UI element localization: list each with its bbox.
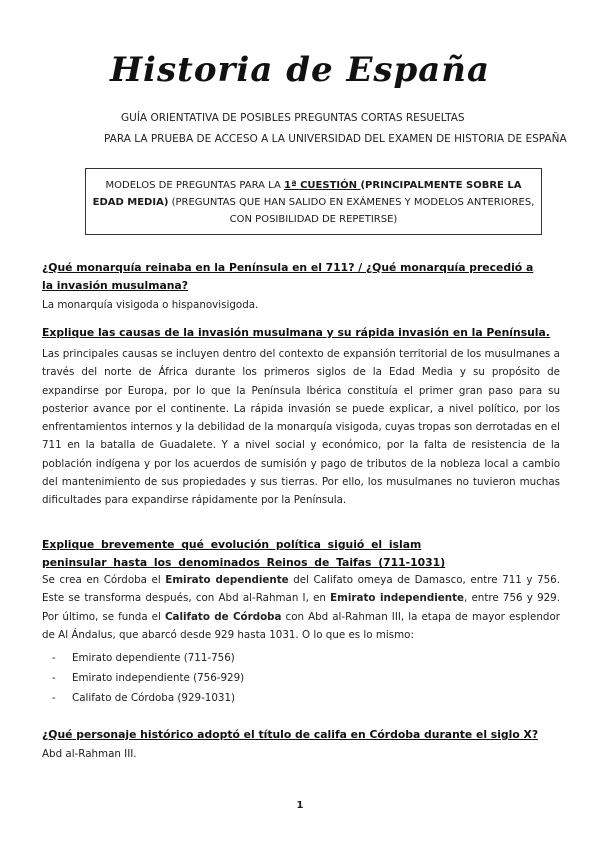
box-text-2: 1ª CUESTIÓN (284, 180, 361, 191)
document-title: Historia de España (109, 50, 491, 90)
subtitle-line-1: GUÍA ORIENTATIVA DE POSIBLES PREGUNTAS CORTAS RESUELTAS (121, 112, 465, 124)
question-1: ¿Qué monarquía reinaba en la Península en el 711? / ¿Qué monarquía precedió a la invasión musulmana? (42, 261, 534, 292)
answer-3-emirato-independiente: Emirato independiente (330, 592, 464, 605)
list-item: - Califato de Córdoba (929-1031) (52, 688, 244, 708)
list-item: - Emirato independiente (756-929) (52, 668, 244, 688)
question-3: Explique brevemente qué evolución política siguió el islam peninsular hasta los denominados Reinos de Taifas (711-1031) (42, 538, 446, 569)
answer-3-text-3: , entre 756 y 929. Por último, se funda el (42, 592, 561, 623)
question-4: ¿Qué personaje histórico adoptó el título de califa en Córdoba durante el siglo X? (42, 728, 539, 741)
section-box (85, 168, 542, 235)
answer-4: Abd al-Rahman III. (42, 748, 137, 760)
answer-3-text-2: del Califato omeya de Damasco, entre 711 y 756. Este se transforma después, con Abd al-Rahman I, en (42, 574, 560, 605)
answer-2: Las principales causas se incluyen dentro del contexto de expansión territorial de los musulmanes a través del norte de África durante los primeros siglos de la Edad Media y su propósito de expandirse por Europa, por lo que la Península Ibérica constituía el primer gran paso para su posterior avance por el continente. La rápida invasión se puede explicar, a nivel político, por los enfrentamientos internos y la debilidad de la monarquía visigoda, cuyas tropas son derrotadas en el 711 en la batalla de Guadalete. Y a nivel social y económico, por la falta de resistencia de la población indígena y por los acuerdos de sumisión y pago de tributos de la nobleza local a cambio del mantenimiento de sus propiedades y sus tierras. Por ello, los musulmanes no tuvieron muchas dificultades para expandirse rápidamente por la Península. (42, 348, 560, 507)
periods-list (52, 648, 244, 708)
page-number: 1 (296, 800, 304, 811)
box-text-3: (PRINCIPALMENTE SOBRE LA EDAD MEDIA) (92, 180, 522, 208)
answer-3-text-1: Se crea en Córdoba el (42, 574, 166, 586)
answer-1: La monarquía visigoda o hispanovisigoda. (42, 299, 259, 311)
answer-3-emirato-dependiente: Emirato dependiente (165, 574, 289, 586)
question-2: Explique las causas de la invasión musulmana y su rápida invasión en la Península. (42, 326, 550, 339)
subtitle-line-2: PARA LA PRUEBA DE ACCESO A LA UNIVERSIDAD DEL EXAMEN DE HISTORIA DE ESPAÑA (104, 133, 567, 145)
list-item: - Emirato dependiente (711-756) (52, 648, 244, 668)
box-text-4: (PREGUNTAS QUE HAN SALIDO EN EXÁMENES Y MODELOS ANTERIORES, CON POSIBILIDAD DE REPETIRSE) (168, 197, 535, 225)
answer-3-text-4: con Abd al-Rahman III, la etapa de mayor esplendor de Al Ándalus, que abarcó desde 929 hasta 1031. O lo que es lo mismo: (42, 610, 560, 641)
answer-3-califato: Califato de Córdoba (164, 610, 282, 623)
box-text-1: MODELOS DE PREGUNTAS PARA LA (105, 180, 284, 191)
answer-3 (42, 571, 560, 644)
